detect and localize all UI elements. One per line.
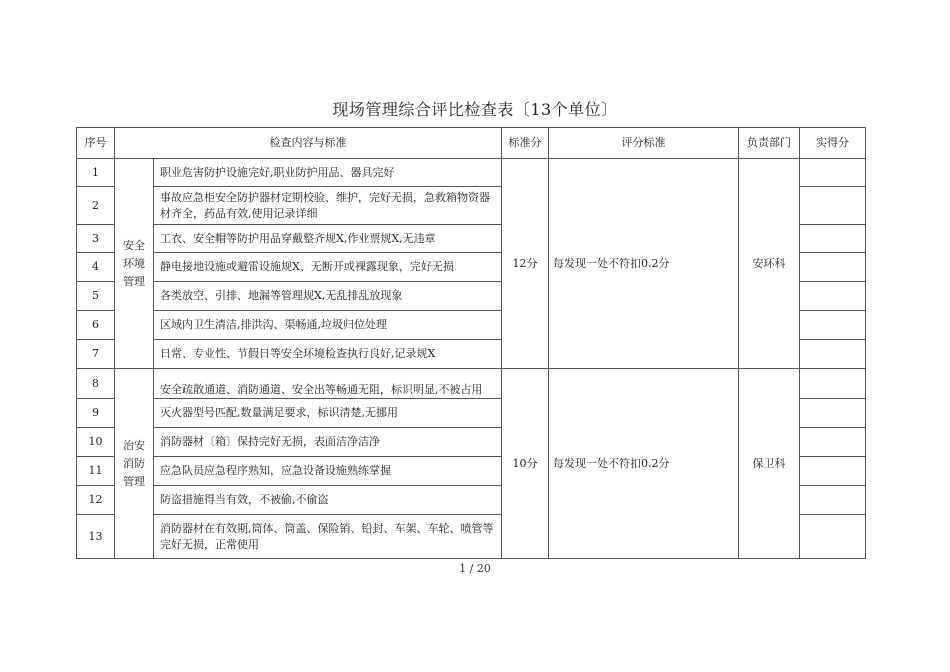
header-content: 检查内容与标准 xyxy=(115,128,502,159)
table-row xyxy=(77,369,866,399)
group-criteria: 每发现一处不符扣0.2分 xyxy=(549,369,739,559)
header-no: 序号 xyxy=(77,128,115,159)
group-name xyxy=(115,369,154,559)
group-dept: 保卫科 xyxy=(739,369,800,559)
header-actual: 实得分 xyxy=(800,128,866,159)
item-text: 工衣、安全帽等防护用品穿戴整齐规X,作业票规X,无违章 xyxy=(154,225,502,253)
row-number: 1 xyxy=(77,159,115,187)
actual-score-cell[interactable] xyxy=(800,340,866,369)
item-text: 防盗措施得当有效，不被偷,不偷盗 xyxy=(154,486,502,515)
item-text: 应急队员应急程序熟知，应急设备设施熟练掌握 xyxy=(154,457,502,486)
actual-score-cell[interactable] xyxy=(800,428,866,457)
header-dept: 负责部门 xyxy=(739,128,800,159)
item-text: 静电接地设施或避雷设施规X、无断开或裸露现象，完好无损 xyxy=(154,253,502,282)
item-text: 各类放空、引排、地漏等管理规X,无乱排乱放现象 xyxy=(154,282,502,311)
group-score: 12分 xyxy=(502,159,549,369)
group-score: 10分 xyxy=(502,369,549,559)
actual-score-cell[interactable] xyxy=(800,515,866,559)
row-number: 12 xyxy=(77,486,115,515)
actual-score-cell[interactable] xyxy=(800,253,866,282)
item-text: 消防器材〔箱〕保持完好无损，表面洁净洁净 xyxy=(154,428,502,457)
page-title: 现场管理综合评比检查表〔13个单位〕 xyxy=(332,100,618,119)
row-number: 3 xyxy=(77,225,115,253)
item-text: 安全疏散通道、消防通道、安全出等畅通无阻，标识明显,不被占用 xyxy=(154,369,502,399)
row-number: 9 xyxy=(77,399,115,428)
row-number: 11 xyxy=(77,457,115,486)
actual-score-cell[interactable] xyxy=(800,399,866,428)
item-text: 事故应急柜安全防护器材定期校验、维护，完好无损，急救箱物资器材齐全，药品有效,使用记录详细 xyxy=(154,187,502,225)
item-text: 灭火器型号匹配,数量满足要求，标识清楚,无挪用 xyxy=(154,399,502,428)
item-text: 职业危害防护设施完好,职业防护用品、器具完好 xyxy=(154,159,502,187)
actual-score-cell[interactable] xyxy=(800,457,866,486)
header-criteria: 评分标准 xyxy=(549,128,739,159)
group-name-text: 治安 消防 管理 xyxy=(123,438,145,488)
actual-score-cell[interactable] xyxy=(800,369,866,399)
header-row xyxy=(77,128,866,159)
page-indicator: 1 / 20 xyxy=(459,562,491,575)
group-name xyxy=(115,159,154,369)
actual-score-cell[interactable] xyxy=(800,486,866,515)
group-name-text: 安全 环境 管理 xyxy=(123,238,145,288)
item-text: 区域内卫生清洁,排洪沟、渠畅通,垃圾归位处理 xyxy=(154,311,502,340)
row-number: 10 xyxy=(77,428,115,457)
item-text: 消防器材在有效期,筒体、筒盖、保险销、铅封、车架、车轮、喷管等完好无损，正常使用 xyxy=(154,515,502,559)
item-text: 日常、专业性、节假日等安全环境检查执行良好,记录规X xyxy=(154,340,502,369)
group-dept: 安环科 xyxy=(739,159,800,369)
row-number: 6 xyxy=(77,311,115,340)
header-score: 标准分 xyxy=(502,128,549,159)
row-number: 2 xyxy=(77,187,115,225)
row-number: 8 xyxy=(77,369,115,399)
inspection-table xyxy=(76,127,866,559)
row-number: 4 xyxy=(77,253,115,282)
actual-score-cell[interactable] xyxy=(800,311,866,340)
actual-score-cell[interactable] xyxy=(800,159,866,187)
row-number: 7 xyxy=(77,340,115,369)
actual-score-cell[interactable] xyxy=(800,282,866,311)
row-number: 5 xyxy=(77,282,115,311)
row-number: 13 xyxy=(77,515,115,559)
actual-score-cell[interactable] xyxy=(800,187,866,225)
table-row xyxy=(77,159,866,187)
group-criteria: 每发现一处不符扣0.2分 xyxy=(549,159,739,369)
actual-score-cell[interactable] xyxy=(800,225,866,253)
